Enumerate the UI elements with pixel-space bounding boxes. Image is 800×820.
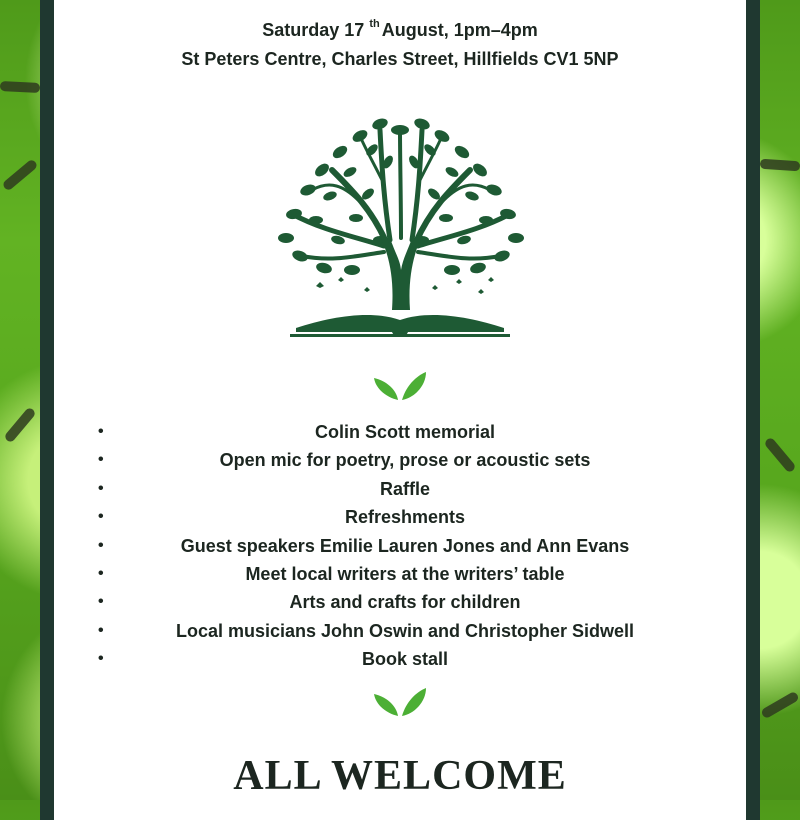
bullet: • (98, 423, 104, 440)
bullet: • (98, 593, 104, 611)
bullet: • (98, 650, 104, 668)
list-item-text: Refreshments (344, 507, 466, 528)
list-item (90, 617, 720, 645)
bullet: • (98, 479, 104, 497)
branch (760, 691, 800, 720)
date-ordinal: th (369, 18, 380, 30)
list-item-text: Guest speakers Emilie Lauren Jones and Ann Evans (180, 535, 630, 556)
event-venue: St Peters Centre, Charles Street, Hillfields CV1 5NP (181, 49, 619, 69)
list-item-text: Open mic for poetry, prose or acoustic sets (219, 450, 591, 471)
all-welcome-heading: ALL WELCOME (233, 753, 567, 799)
list-item-text: Local musicians John Oswin and Christopher Sidwell (175, 620, 635, 641)
branch (763, 436, 796, 473)
branch (1, 158, 38, 191)
tree-trunk (382, 238, 420, 310)
poster-title (54, 0, 746, 2)
list-item (90, 475, 720, 503)
bullet: • (98, 621, 104, 639)
bullet: • (98, 451, 104, 469)
list-item-text: Raffle (379, 478, 430, 499)
bullet: • (98, 564, 104, 582)
list-item (90, 560, 720, 588)
list-item (90, 532, 720, 560)
list-item (90, 446, 720, 474)
date-rest: August, 1pm–4pm (381, 20, 538, 40)
list-item-text: Book stall (361, 649, 449, 670)
event-date (54, 20, 746, 41)
date-day: Saturday 17 (262, 20, 365, 40)
list-item-text: Meet local writers at the writers’ table (245, 563, 565, 584)
activities-list (90, 418, 720, 674)
list-item (90, 418, 720, 446)
list-item (90, 645, 720, 673)
book-base (290, 334, 510, 337)
bullet: • (98, 536, 104, 554)
sprout-leaves-icon (372, 684, 428, 718)
branch (0, 81, 40, 93)
open-book (296, 315, 504, 337)
list-item (90, 588, 720, 616)
branch (3, 406, 36, 443)
sprout-leaves-icon (372, 368, 428, 402)
list-item (90, 503, 720, 531)
list-item-text: Colin Scott memorial (314, 422, 496, 442)
list-item-text: Arts and crafts for children (289, 592, 521, 613)
branch (760, 159, 800, 172)
bullet: • (98, 508, 104, 526)
tree-on-open-book-icon (272, 110, 528, 342)
